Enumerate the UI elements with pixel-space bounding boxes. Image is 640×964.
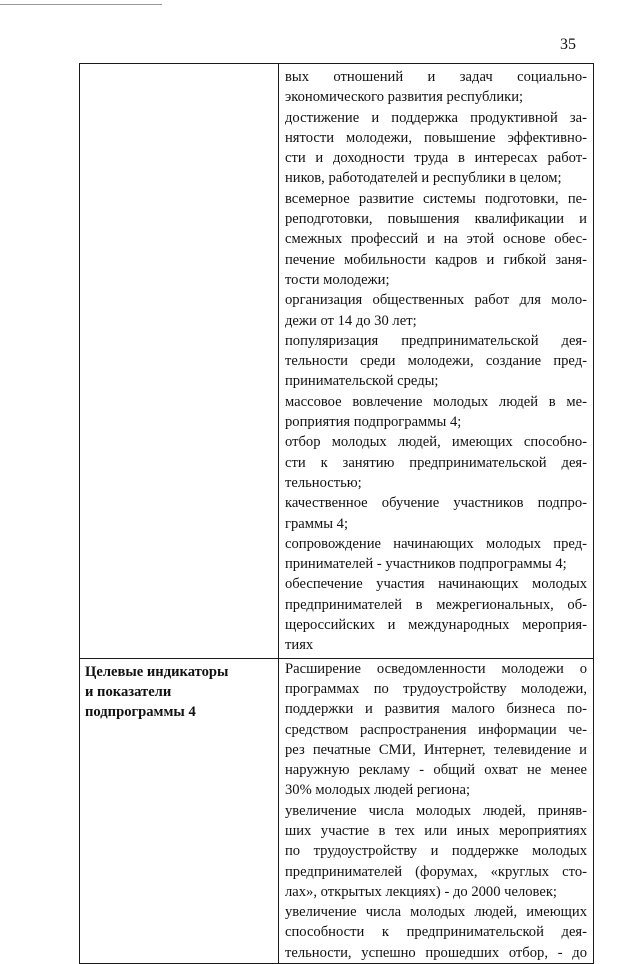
text-line: способности к предпринимательской дея- xyxy=(285,924,587,941)
text-line: качественное обучение участников подпро- xyxy=(285,495,587,512)
text-line: популяризация предпринимательской дея- xyxy=(285,332,587,349)
text-line: обеспечение участия начинающих молодых xyxy=(285,576,587,593)
text-line: организация общественных работ для моло- xyxy=(285,292,587,309)
label-line: и показатели xyxy=(85,683,172,700)
text-line: лах», открытых лекциях) - до 2000 человек; xyxy=(285,883,557,900)
label-cell xyxy=(80,658,279,963)
table-body xyxy=(80,64,594,964)
text-line: ших участие в тех или иных мероприятиях xyxy=(285,822,587,839)
text-line: Расширение осведомленности молодежи о xyxy=(285,660,587,677)
text-line: граммы 4; xyxy=(285,515,349,532)
label-line: подпрограммы 4 xyxy=(85,704,196,721)
text-line: тельности, успешно прошедших отбор, - до xyxy=(285,944,587,961)
text-line: вых отношений и задач социально- xyxy=(285,69,587,85)
text-line: по трудоустройству и поддержке молодых xyxy=(285,843,587,860)
text-line: реподготовки, повышения квалификации и xyxy=(285,211,587,228)
text-line: программах по трудоустройству молодежи, xyxy=(285,680,587,697)
text-line: сти и доходности труда в интересах работ- xyxy=(285,150,587,167)
text-line: поддержки и развития малого бизнеса по- xyxy=(285,701,587,718)
text-line: дежи от 14 до 30 лет; xyxy=(285,312,417,329)
text-line: 30% молодых людей региона; xyxy=(285,782,471,799)
program-table xyxy=(79,63,594,964)
text-line: всемерное развитие системы подготовки, пе- xyxy=(285,190,587,207)
label-cell xyxy=(80,64,279,659)
text-line: печение мобильности кадров и гибкой заня- xyxy=(285,251,587,268)
text-line: наружную рекламу - общий охват не менее xyxy=(285,762,587,779)
text-line: смежных профессий и на этой основе обес- xyxy=(285,231,587,248)
table-row xyxy=(80,658,594,963)
page-number: 35 xyxy=(560,36,576,53)
text-line: сти к занятию предпринимательской дея- xyxy=(285,454,587,471)
text-cell xyxy=(279,658,594,963)
text-line: экономического развития республики; xyxy=(285,89,524,106)
text-line: тиях xyxy=(285,637,314,654)
text-line: предпринимателей в межрегиональных, об- xyxy=(285,596,587,613)
text-line: принимательской среды; xyxy=(285,373,439,390)
text-line: принимателей - участников подпрограммы 4; xyxy=(285,556,567,573)
text-line: средством распространения информации че- xyxy=(285,721,587,738)
text-line: массовое вовлечение молодых людей в ме- xyxy=(285,393,587,410)
text-line: рез печатные СМИ, Интернет, телевидение и xyxy=(285,741,587,758)
table-row xyxy=(80,64,594,659)
text-line: тельности среди молодежи, создание пред- xyxy=(285,353,587,370)
text-line: роприятия подпрограммы 4; xyxy=(285,414,462,431)
text-line: достижение и поддержка продуктивной за- xyxy=(285,109,587,126)
text-line: щероссийских и международных мероприя- xyxy=(285,617,587,634)
label-line: Целевые индикаторы xyxy=(85,663,229,680)
text-line: увеличение числа молодых людей, имеющих xyxy=(285,904,587,921)
text-line: нятости молодежи, повышение эффективно- xyxy=(285,129,587,146)
text-line: увеличение числа молодых людей, приняв- xyxy=(285,802,587,819)
text-line: отбор молодых людей, имеющих способно- xyxy=(285,434,587,451)
top-rule xyxy=(0,4,162,5)
text-line: тости молодежи; xyxy=(285,271,390,288)
text-cell xyxy=(279,64,594,659)
text-line: ников, работодателей и республики в целом; xyxy=(285,170,562,187)
text-line: предпринимателей (форумах, «круглых сто- xyxy=(285,863,587,880)
text-line: сопровождение начинающих молодых пред- xyxy=(285,535,587,552)
text-line: тельностью; xyxy=(285,474,362,491)
